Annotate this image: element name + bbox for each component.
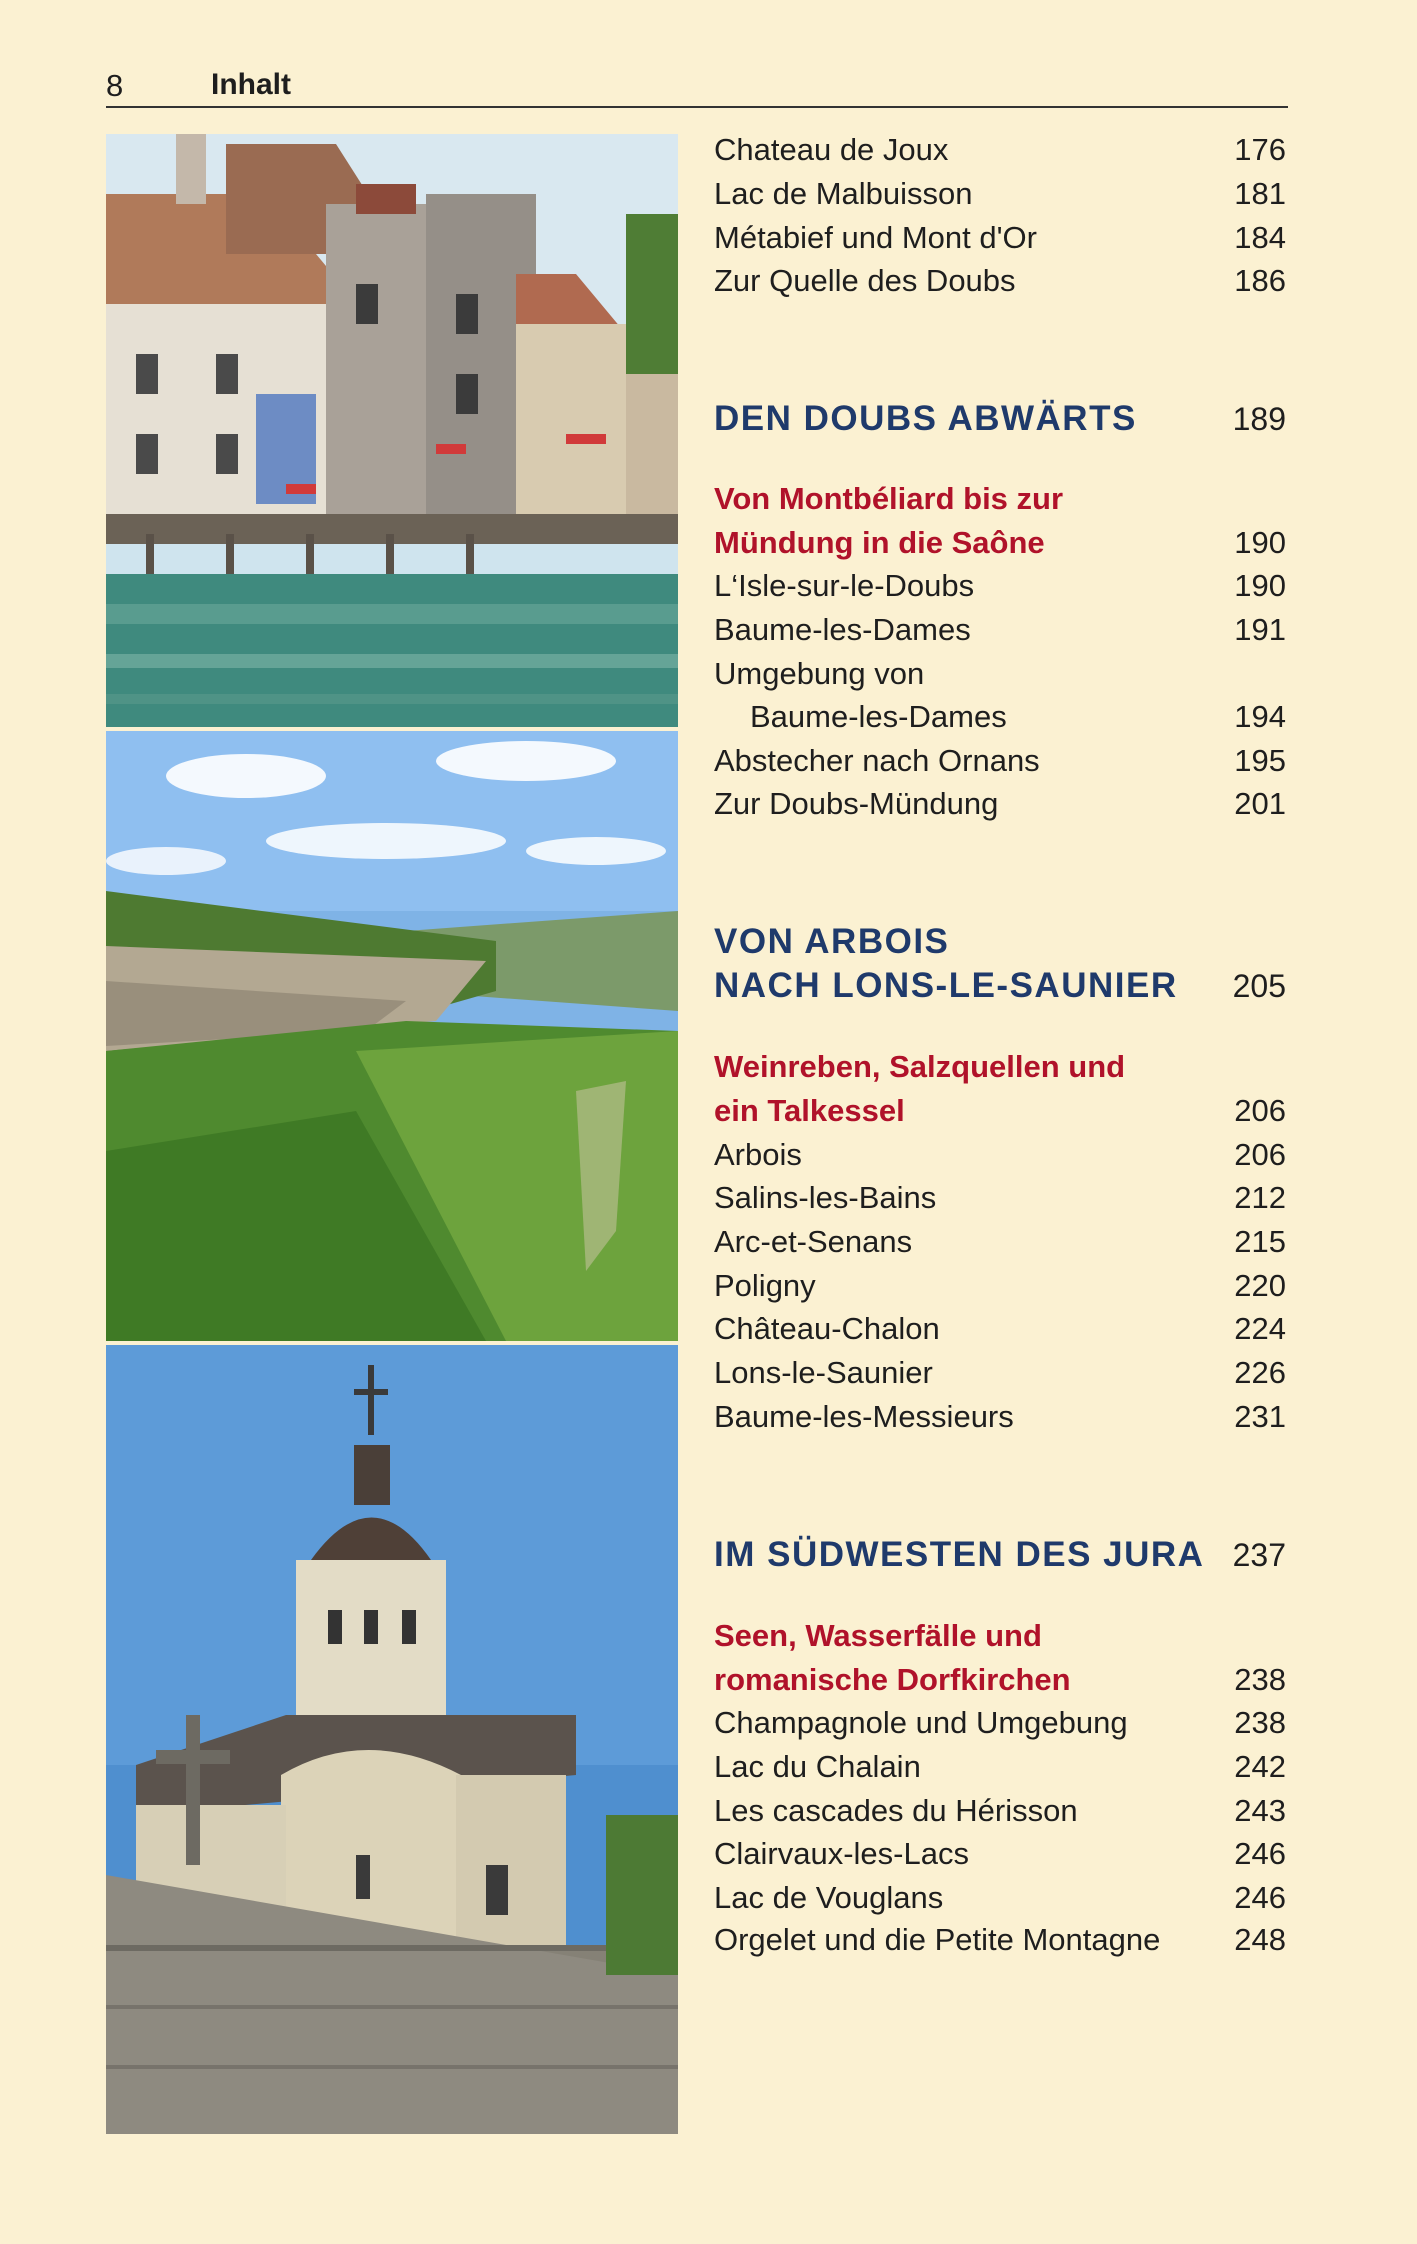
toc-subheading[interactable]: Weinreben, Salzquellen und [714,1049,1126,1084]
photo-village-church [106,1345,678,2134]
toc-section-heading[interactable]: DEN DOUBS ABWÄRTS 189 [714,399,1286,438]
toc-entry[interactable]: L‘Isle-sur-le-Doubs 190 [714,568,1286,603]
toc-entry[interactable]: Lons-le-Saunier 226 [714,1355,1286,1390]
toc-entry[interactable]: Arbois 206 [714,1137,1286,1172]
toc-subheading[interactable]: Seen, Wasserfälle und [714,1618,1042,1653]
toc-entry[interactable]: Lac de Vouglans 246 [714,1880,1286,1915]
toc-entry[interactable]: Les cascades du Hérisson 243 [714,1793,1286,1828]
photo-cliff-valley [106,731,678,1341]
toc-entry[interactable]: Lac de Malbuisson 181 [714,176,1286,211]
toc-entry[interactable]: Poligny 220 [714,1268,1286,1303]
toc-subheading[interactable]: Von Montbéliard bis zur [714,481,1064,516]
toc-section-heading[interactable]: VON ARBOIS [714,922,950,961]
toc-section-heading[interactable]: NACH LONS-LE-SAUNIER 205 [714,966,1286,1005]
toc-entry[interactable]: Salins-les-Bains 212 [714,1180,1286,1215]
toc-subheading[interactable]: romanische Dorfkirchen 238 [714,1662,1286,1697]
photo-column [106,134,678,2134]
toc-entry[interactable]: Orgelet und die Petite Montagne 248 [714,1922,1286,1957]
toc-entry[interactable]: Métabief und Mont d'Or 184 [714,220,1286,255]
toc-entry[interactable]: Abstecher nach Ornans 195 [714,743,1286,778]
toc-entry[interactable]: Baume-les-Messieurs 231 [714,1399,1286,1434]
toc-entry[interactable]: Baume-les-Dames 191 [714,612,1286,647]
toc-entry[interactable]: Chateau de Joux 176 [714,132,1286,167]
page-header [106,62,1288,108]
toc-entry[interactable]: Champagnole und Umgebung 238 [714,1705,1286,1740]
toc-entry[interactable]: Lac du Chalain 242 [714,1749,1286,1784]
toc-entry[interactable]: Umgebung von [714,656,925,691]
toc-subheading[interactable]: ein Talkessel 206 [714,1093,1286,1128]
header-title: Inhalt [211,68,291,101]
toc-entry[interactable]: Zur Doubs-Mündung 201 [714,786,1286,821]
toc-subheading[interactable]: Mündung in die Saône 190 [714,525,1286,560]
toc-entry[interactable]: Arc-et-Senans 215 [714,1224,1286,1259]
toc-entry[interactable]: Château-Chalon 224 [714,1311,1286,1346]
toc-entry[interactable]: Baume-les-Dames 194 [750,699,1286,734]
toc-section-heading[interactable]: IM SÜDWESTEN DES JURA 237 [714,1535,1286,1574]
photo-riverside-houses [106,134,678,727]
toc-entry[interactable]: Clairvaux-les-Lacs 246 [714,1836,1286,1871]
page-number: 8 [106,68,124,103]
toc-entry[interactable]: Zur Quelle des Doubs 186 [714,263,1286,298]
